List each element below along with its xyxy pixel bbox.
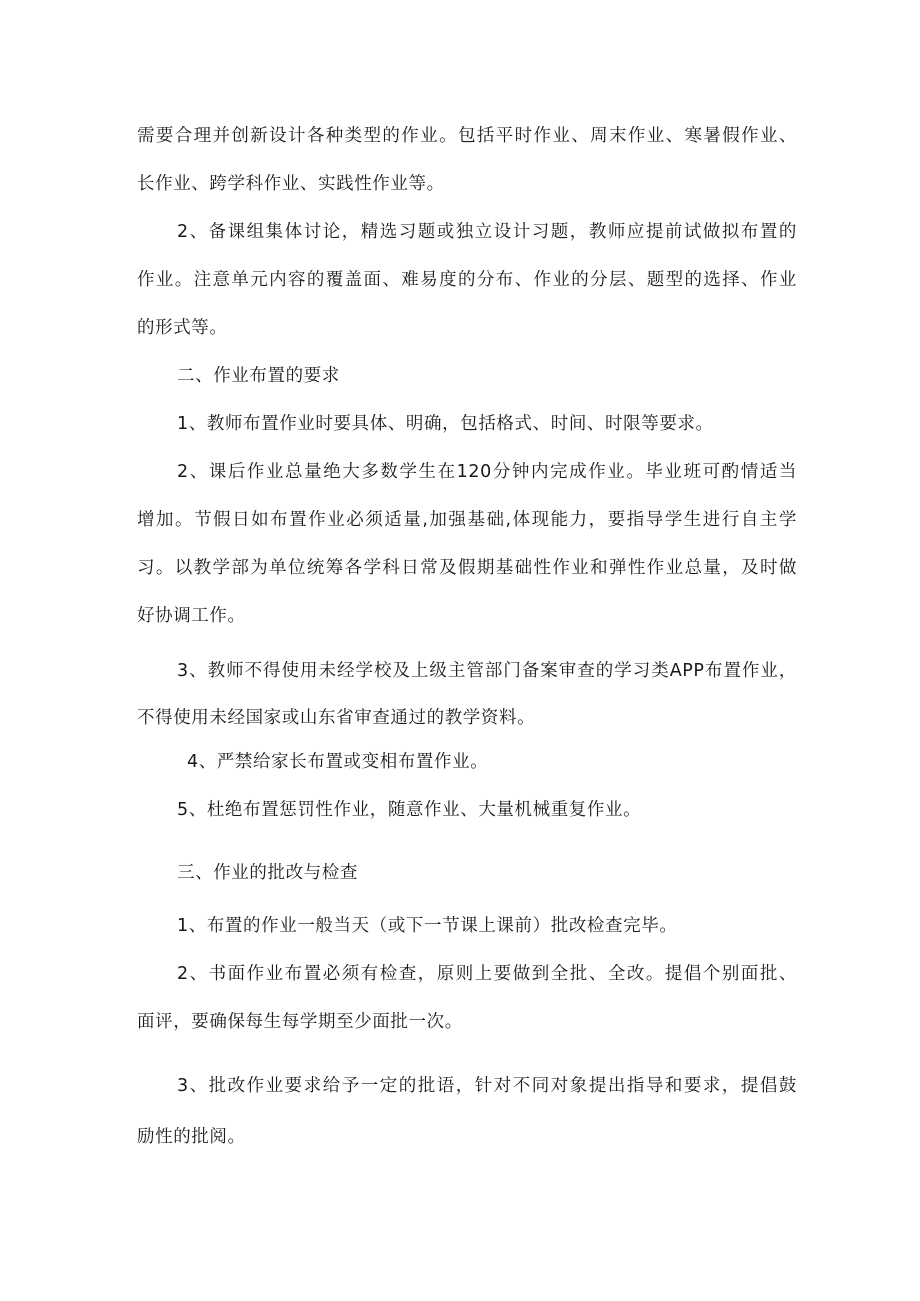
text-line: 1、教师布置作业时要具体、明确，包括格式、时间、时限等要求。 [177, 414, 714, 434]
text-line: 2、课后作业总量绝大多数学生在120分钟内完成作业。毕业班可酌情适当 [177, 462, 797, 482]
text-line: 4、严禁给家长布置或变相布置作业。 [187, 752, 489, 772]
text-line: 5、杜绝布置惩罚性作业，随意作业、大量机械重复作业。 [177, 800, 642, 820]
text-line: 增加。节假日如布置作业必须适量,加强基础,体现能力，要指导学生进行自主学 [137, 510, 797, 530]
section-heading: 二、作业布置的要求 [177, 366, 340, 386]
text-line: 的形式等。 [137, 318, 228, 338]
text-line: 3、批改作业要求给予一定的批语，针对不同对象提出指导和要求，提倡鼓 [177, 1076, 797, 1096]
text-line: 1、布置的作业一般当天（或下一节课上课前）批改检查完毕。 [177, 916, 678, 936]
text-line: 2、书面作业布置必须有检查，原则上要做到全批、全改。提倡个别面批、 [177, 964, 797, 984]
text-line: 2、备课组集体讨论，精选习题或独立设计习题，教师应提前试做拟布置的 [177, 222, 797, 242]
text-line: 好协调工作。 [137, 606, 246, 626]
text-line: 励性的批阅。 [137, 1127, 246, 1147]
text-line: 习。以教学部为单位统筹各学科日常及假期基础性作业和弹性作业总量，及时做 [137, 558, 797, 578]
text-line: 面评，要确保每生每学期至少面批一次。 [137, 1012, 463, 1032]
text-line: 作业。注意单元内容的覆盖面、难易度的分布、作业的分层、题型的选择、作业 [137, 270, 797, 290]
text-line: 3、教师不得使用未经学校及上级主管部门备案审查的学习类APP布置作业， [177, 661, 797, 681]
text-line: 不得使用未经国家或山东省审查通过的教学资料。 [137, 708, 536, 728]
text-line: 需要合理并创新设计各种类型的作业。包括平时作业、周末作业、寒暑假作业、 [137, 126, 797, 146]
section-heading: 三、作业的批改与检查 [177, 863, 358, 883]
text-line: 长作业、跨学科作业、实践性作业等。 [137, 174, 445, 194]
